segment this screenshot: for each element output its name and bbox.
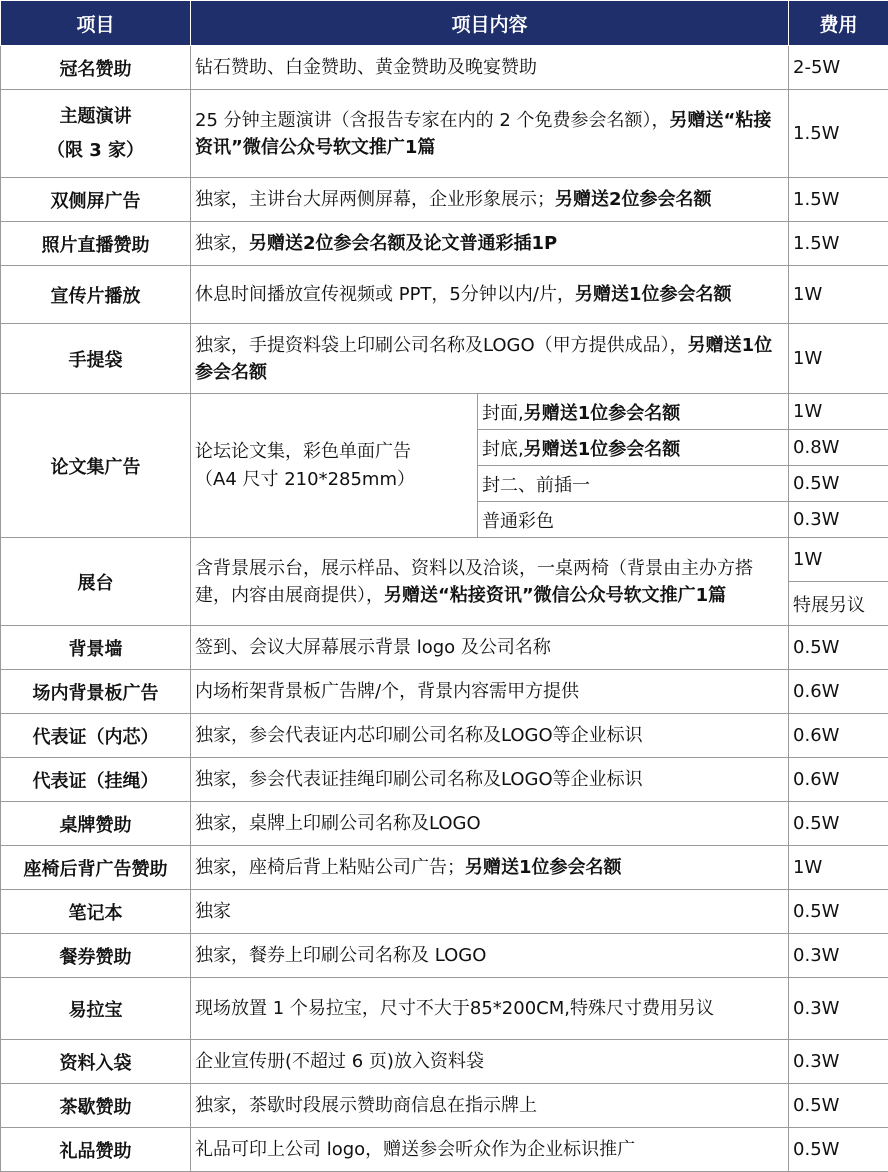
item-name: 背景墙: [1, 626, 191, 670]
item-name: 餐券赞助: [1, 934, 191, 978]
item-desc: 独家，主讲台大屏两侧屏幕，企业形象展示；另赠送2位参会名额: [191, 178, 789, 222]
item-desc: 独家: [191, 890, 789, 934]
item-desc: 签到、会议大屏幕展示背景 logo 及公司名称: [191, 626, 789, 670]
item-name: 场内背景板广告: [1, 670, 191, 714]
item-fee: 0.5W: [789, 626, 888, 670]
sub-fee: 0.8W: [789, 430, 888, 466]
header-fee: 费用: [789, 1, 888, 46]
table-row: [1, 978, 888, 1040]
item-fee: 0.6W: [789, 758, 888, 802]
table-row: [1, 178, 888, 222]
item-fee: 1.5W: [789, 178, 888, 222]
table-row: [1, 846, 888, 890]
item-desc: 礼品可印上公司 logo，赠送参会听众作为企业标识推广: [191, 1128, 789, 1172]
item-fee: 1W: [789, 846, 888, 890]
table-row: [1, 758, 888, 802]
item-desc: 内场桁架背景板广告牌/个，背景内容需甲方提供: [191, 670, 789, 714]
item-name: 照片直播赞助: [1, 222, 191, 266]
table-row: [1, 1040, 888, 1084]
sub-option: 普通彩色: [478, 502, 789, 538]
item-desc: 独家，座椅后背上粘贴公司广告；另赠送1位参会名额: [191, 846, 789, 890]
item-name: 座椅后背广告赞助: [1, 846, 191, 890]
item-name: 茶歇赞助: [1, 1084, 191, 1128]
item-fee: 0.6W: [789, 714, 888, 758]
item-desc: 独家，餐券上印刷公司名称及 LOGO: [191, 934, 789, 978]
item-name: 资料入袋: [1, 1040, 191, 1084]
item-fee: 2-5W: [789, 46, 888, 90]
item-fee: 1.5W: [789, 222, 888, 266]
item-name: 双侧屏广告: [1, 178, 191, 222]
table-row: [1, 890, 888, 934]
item-name: 代表证（内芯）: [1, 714, 191, 758]
item-name: 笔记本: [1, 890, 191, 934]
item-fee: 1.5W: [789, 90, 888, 178]
sub-option: 封二、前插一: [478, 466, 789, 502]
item-name: 礼品赞助: [1, 1128, 191, 1172]
item-desc: 25 分钟主题演讲（含报告专家在内的 2 个免费参会名额），另赠送“粘接资讯”微信公众号软文推广1篇: [191, 90, 789, 178]
table-row: [1, 90, 888, 178]
item-name: 宣传片播放: [1, 266, 191, 324]
item-fee: 0.5W: [789, 890, 888, 934]
table-row: [1, 1084, 888, 1128]
item-desc: 独家，茶歇时段展示赞助商信息在指示牌上: [191, 1084, 789, 1128]
item-desc: 钻石赞助、白金赞助、黄金赞助及晚宴赞助: [191, 46, 789, 90]
item-desc: 休息时间播放宣传视频或 PPT，5分钟以内/片，另赠送1位参会名额: [191, 266, 789, 324]
item-fee: 0.5W: [789, 802, 888, 846]
item-fee: 1W: [789, 324, 888, 394]
item-desc: 现场放置 1 个易拉宝，尺寸不大于85*200CM,特殊尺寸费用另议: [191, 978, 789, 1040]
item-desc: 独家，另赠送2位参会名额及论文普通彩插1P: [191, 222, 789, 266]
table-row: [1, 670, 888, 714]
item-fee-note: 特展另议: [789, 582, 888, 626]
item-desc: 论坛论文集，彩色单面广告 （A4 尺寸 210*285mm）: [191, 394, 478, 538]
item-desc: 独家，参会代表证内芯印刷公司名称及LOGO等企业标识: [191, 714, 789, 758]
table-row: [1, 1128, 888, 1172]
item-name: 易拉宝: [1, 978, 191, 1040]
table-row: [1, 934, 888, 978]
table-row: [1, 394, 888, 430]
item-fee: 1W: [789, 266, 888, 324]
item-fee: 0.3W: [789, 934, 888, 978]
sub-option: 封面,另赠送1位参会名额: [478, 394, 789, 430]
table-row: [1, 222, 888, 266]
header-item: 项目: [1, 1, 191, 46]
sub-fee: 1W: [789, 394, 888, 430]
item-fee: 0.3W: [789, 1040, 888, 1084]
header-content: 项目内容: [191, 1, 789, 46]
item-fee: 0.6W: [789, 670, 888, 714]
item-name: 手提袋: [1, 324, 191, 394]
item-desc: 企业宣传册(不超过 6 页)放入资料袋: [191, 1040, 789, 1084]
item-desc: 独家，手提资料袋上印刷公司名称及LOGO（甲方提供成品），另赠送1位参会名额: [191, 324, 789, 394]
table-row: [1, 266, 888, 324]
sub-option: 封底,另赠送1位参会名额: [478, 430, 789, 466]
item-fee: 0.3W: [789, 978, 888, 1040]
table-row: [1, 626, 888, 670]
item-fee: 1W: [789, 538, 888, 582]
header-row: [1, 1, 888, 46]
table-row: [1, 46, 888, 90]
item-desc: 独家，桌牌上印刷公司名称及LOGO: [191, 802, 789, 846]
item-name: 主题演讲 （限 3 家）: [1, 90, 191, 178]
item-name: 代表证（挂绳）: [1, 758, 191, 802]
item-name: 桌牌赞助: [1, 802, 191, 846]
item-fee: 0.5W: [789, 1128, 888, 1172]
item-desc: 独家，参会代表证挂绳印刷公司名称及LOGO等企业标识: [191, 758, 789, 802]
item-name: 展台: [1, 538, 191, 626]
table-row: [1, 714, 888, 758]
item-name: 冠名赞助: [1, 46, 191, 90]
table-row: [1, 324, 888, 394]
item-name: 论文集广告: [1, 394, 191, 538]
table-row: [1, 802, 888, 846]
sub-fee: 0.3W: [789, 502, 888, 538]
item-fee: 0.5W: [789, 1084, 888, 1128]
sub-fee: 0.5W: [789, 466, 888, 502]
item-desc: 含背景展示台，展示样品、资料以及洽谈，一桌两椅（背景由主办方搭建，内容由展商提供），另赠送“粘接资讯”微信公众号软文推广1篇: [191, 538, 789, 626]
table-row: [1, 538, 888, 582]
